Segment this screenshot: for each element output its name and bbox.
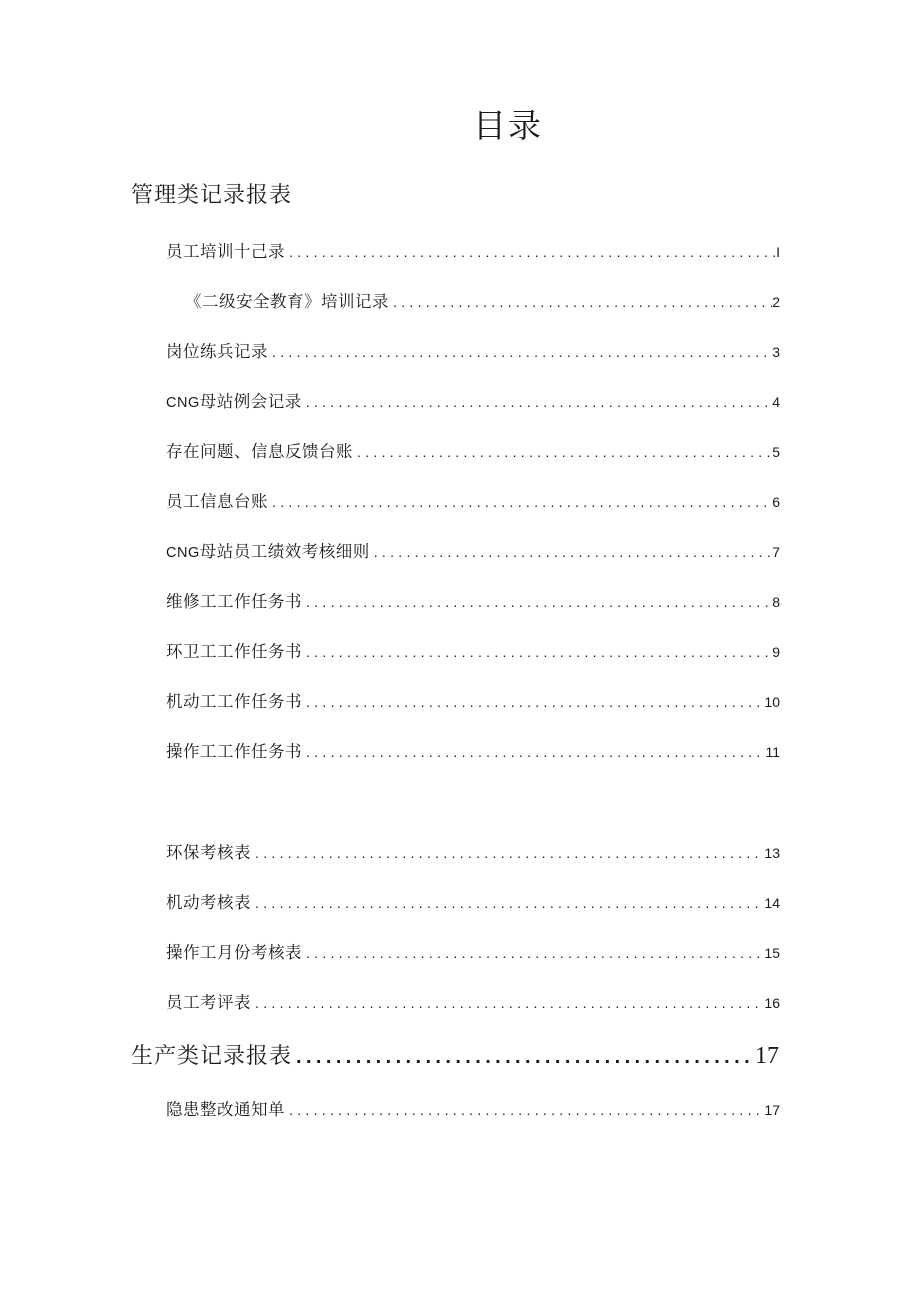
- toc-entry-label: 员工培训十己录: [166, 242, 285, 261]
- toc-entry[interactable]: [166, 338, 780, 362]
- section-heading-label: 生产类记录报表: [131, 1044, 293, 1069]
- dot-leader: [268, 494, 772, 510]
- toc-entry-label: 机动工工作任务书: [166, 692, 302, 711]
- toc-entry-label: 机动考核表: [166, 893, 251, 912]
- toc-entry[interactable]: [185, 288, 780, 312]
- toc-entry[interactable]: [166, 839, 780, 863]
- toc-entry[interactable]: [166, 388, 780, 412]
- toc-entry[interactable]: [166, 438, 780, 462]
- toc-entry[interactable]: [166, 638, 780, 662]
- dot-leader: [285, 244, 776, 260]
- toc-entry-label-text: 母站例会记录: [199, 392, 302, 411]
- section-heading-production[interactable]: [131, 1039, 779, 1070]
- dot-leader: [370, 544, 772, 560]
- dot-leader: [302, 694, 764, 710]
- toc-page-number: 7: [772, 544, 780, 560]
- toc-page-number: 2: [772, 294, 780, 310]
- toc-entry[interactable]: [166, 1096, 780, 1120]
- toc-entry[interactable]: [166, 488, 780, 512]
- toc-entry-label: 存在问题、信息反馈台账: [166, 442, 353, 461]
- toc-page-number: 9: [772, 644, 780, 660]
- toc-entry[interactable]: [166, 939, 780, 963]
- toc-page-number: 13: [764, 845, 780, 861]
- toc-page-number: 5: [772, 444, 780, 460]
- toc-entry-label: 维修工工作任务书: [166, 592, 302, 611]
- dot-leader: [302, 594, 772, 610]
- dot-leader: [353, 444, 772, 460]
- dot-leader: [292, 1046, 755, 1069]
- dot-leader: [268, 344, 772, 360]
- toc-entry[interactable]: [166, 738, 780, 762]
- toc-entry[interactable]: [166, 688, 780, 712]
- dot-leader: [389, 294, 772, 310]
- toc-entry-label: 环卫工工作任务书: [166, 642, 302, 661]
- toc-entry[interactable]: [166, 588, 780, 612]
- section-heading-management: 管理类记录报表: [131, 183, 293, 208]
- toc-page-number: 6: [772, 494, 780, 510]
- toc-entry-label-prefix: CNG: [166, 545, 200, 561]
- toc-page-number: 8: [772, 594, 780, 610]
- toc-page-number: 3: [772, 344, 780, 360]
- toc-entry-label: 岗位练兵记录: [166, 342, 268, 361]
- page-title: 目录: [473, 106, 543, 145]
- dot-leader: [285, 1102, 764, 1118]
- toc-entry-label: 员工考评表: [166, 993, 251, 1012]
- toc-page-number: 10: [764, 694, 780, 710]
- toc-page-number: 11: [765, 744, 780, 760]
- toc-page-number: 17: [764, 1102, 780, 1118]
- dot-leader: [251, 995, 764, 1011]
- toc-entry-label: 操作工月份考核表: [166, 943, 302, 962]
- toc-page-number: 15: [764, 945, 780, 961]
- toc-entry-label: 员工信息台账: [166, 492, 268, 511]
- dot-leader: [302, 644, 772, 660]
- toc-entry-label: [166, 388, 302, 412]
- toc-entry[interactable]: [166, 889, 780, 913]
- toc-page-number: 16: [764, 995, 780, 1011]
- toc-entry-label: 环保考核表: [166, 843, 251, 862]
- toc-entry-label: 隐患整改通知单: [166, 1100, 285, 1119]
- dot-leader: [302, 744, 765, 760]
- dot-leader: [302, 945, 764, 961]
- toc-entry[interactable]: [166, 989, 780, 1013]
- toc-entry[interactable]: [166, 238, 780, 262]
- toc-page-number: I: [776, 244, 780, 260]
- toc-entry-label: [166, 538, 370, 562]
- toc-entry-label-text: 母站员工绩效考核细则: [199, 542, 370, 561]
- dot-leader: [251, 895, 764, 911]
- dot-leader: [302, 394, 772, 410]
- toc-entry[interactable]: [166, 538, 780, 562]
- section-page-number: 17: [755, 1043, 779, 1069]
- toc-entry-label: 《二级安全教育》培训记录: [185, 292, 389, 311]
- dot-leader: [251, 845, 764, 861]
- toc-page-number: 14: [764, 895, 780, 911]
- toc-entry-label-prefix: CNG: [166, 395, 200, 411]
- toc-page-number: 4: [772, 394, 780, 410]
- toc-entry-label: 操作工工作任务书: [166, 742, 302, 761]
